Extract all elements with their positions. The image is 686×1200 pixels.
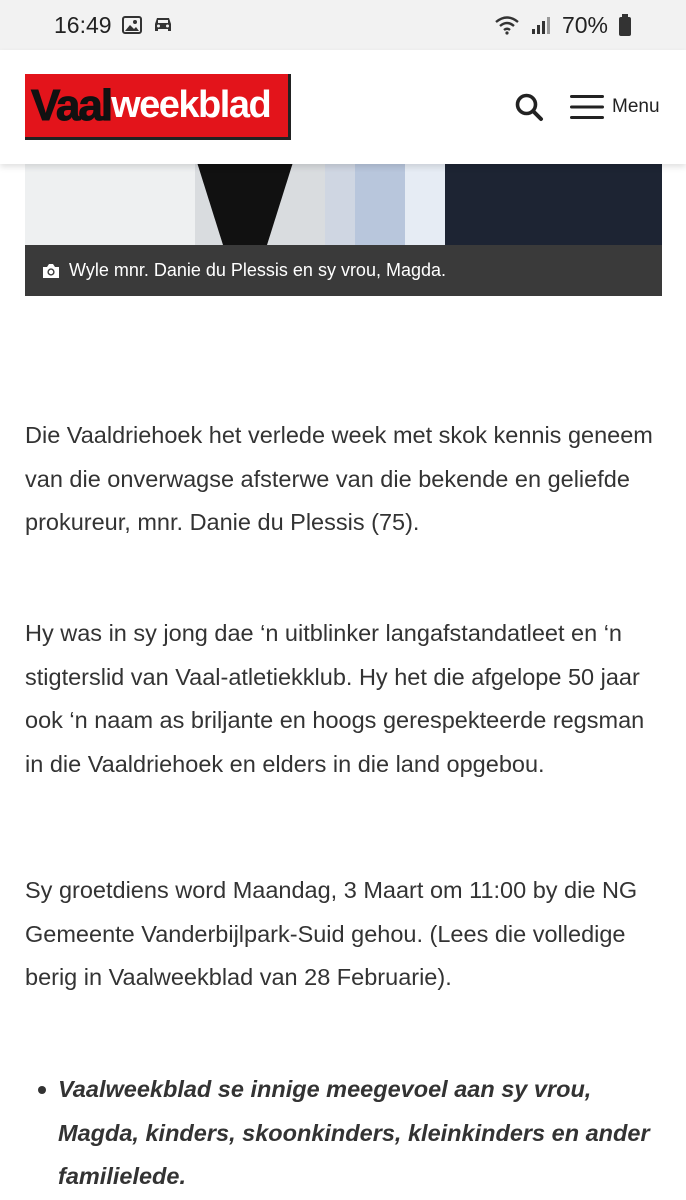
image-icon [122,15,142,35]
list-item [58,1068,668,1199]
site-header [0,50,686,164]
status-right [494,12,632,39]
condolence-list [58,1068,668,1199]
search-icon [514,92,544,122]
status-left [54,12,174,39]
menu-button[interactable] [570,88,660,126]
article-paragraph: Sy groetdiens word Maandag, 3 Maart om 11:00 by die NG Gemeente Vanderbijlpark-Suid gehou. (Lees die volledige berig in Vaalweekblad van 28 Februarie). [25,877,638,990]
battery-percent: 70% [561,11,608,38]
site-logo[interactable] [25,74,291,140]
menu-label: Menu [612,96,660,117]
status-bar [0,0,686,50]
photo-caption: Wyle mnr. Danie du Plessis en sy vrou, Magda. [69,260,446,280]
logo-text-vaal: Vaal [31,80,112,130]
photo-caption-bar [25,245,662,296]
condolence-text: Vaalweekblad se innige meegevoel aan sy vrou, Magda, kinders, skoonkinders, kleinkinders en ander familielede. [58,1076,650,1189]
hamburger-icon [570,93,604,121]
search-button[interactable] [512,90,546,124]
bullet-dot [38,1086,46,1094]
article-paragraph: Die Vaaldriehoek het verlede week met skok kennis geneem van die onverwagse afsterwe van die bekende en geliefde prokureur, mnr. Danie du Plessis (75). [25,422,653,535]
status-time: 16:49 [54,11,112,38]
logo-text-weekblad: weekblad [111,84,271,126]
signal-icon [530,14,552,36]
battery-icon [618,13,632,37]
car-icon [152,15,174,35]
wifi-icon [494,14,520,36]
camera-icon [41,262,61,280]
article-paragraph: Hy was in sy jong dae ‘n uitblinker langafstandatleet en ‘n stigterslid van Vaal-atletiekklub. Hy het die afgelope 50 jaar ook ‘n naam as briljante en hoogs gerespekteerde regsman in die Vaaldriehoek en elders in die land opgebou. [25,620,645,777]
